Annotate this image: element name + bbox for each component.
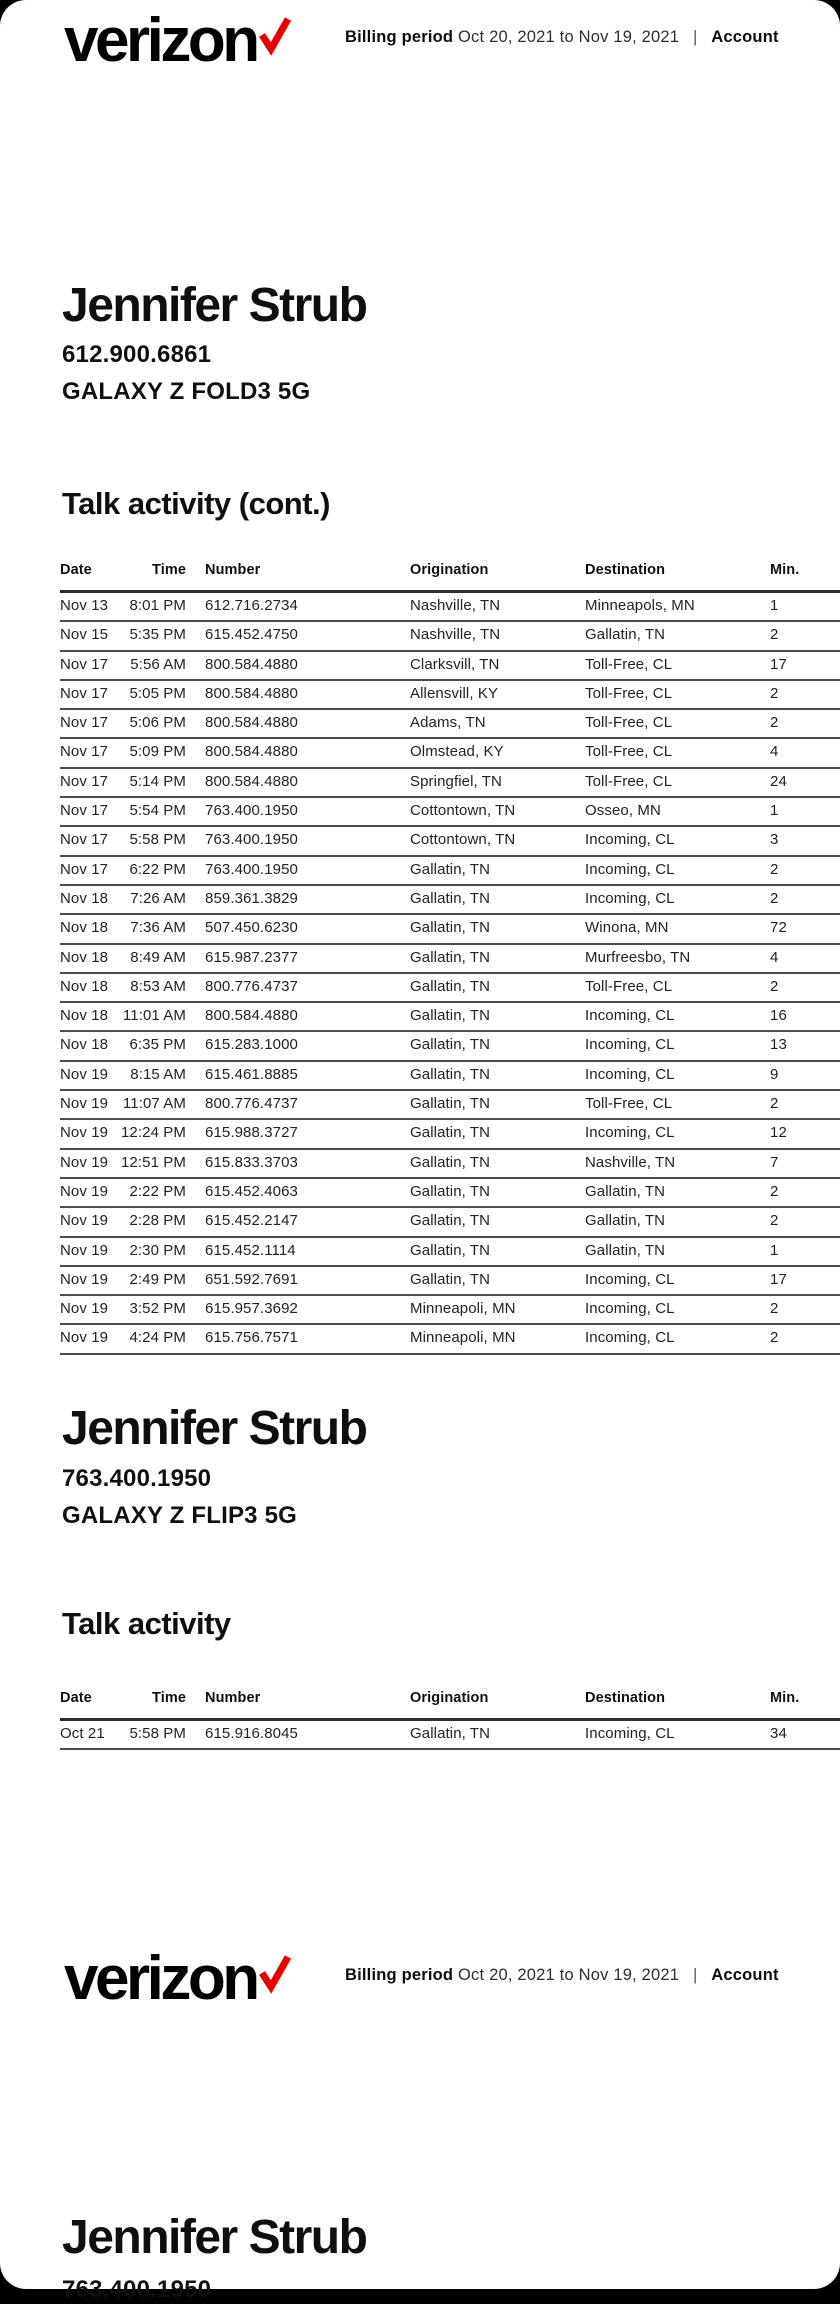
- cell-destination: Gallatin, TN: [585, 626, 666, 644]
- cell-date: Nov 18: [60, 1007, 109, 1025]
- cell-min: 2: [770, 1095, 779, 1113]
- col-header-origination: Origination: [410, 562, 489, 578]
- table-row: [60, 681, 840, 710]
- cell-time: 2:49 PM: [129, 1270, 186, 1288]
- cell-min: 3: [770, 831, 779, 849]
- table-row: [60, 857, 840, 886]
- cell-number: 615.987.2377: [205, 948, 298, 966]
- cell-origination: Gallatin, TN: [410, 860, 491, 878]
- cell-date: Nov 19: [60, 1300, 109, 1318]
- cell-destination: Incoming, CL: [585, 889, 675, 907]
- cell-number: 615.461.8885: [205, 1065, 298, 1083]
- cell-min: 2: [770, 684, 779, 702]
- cell-min: 16: [770, 1007, 787, 1025]
- cell-origination: Gallatin, TN: [410, 1095, 491, 1113]
- verizon-check-icon: [259, 1938, 291, 1974]
- page-header: [0, 1946, 840, 2032]
- cell-min: 2: [770, 889, 779, 907]
- cell-min: 1: [770, 802, 779, 820]
- cell-destination: Toll-Free, CL: [585, 977, 673, 995]
- cell-destination: Incoming, CL: [585, 831, 675, 849]
- cell-destination: Winona, MN: [585, 919, 669, 937]
- cell-date: Nov 18: [60, 948, 109, 966]
- cell-destination: Nashville, TN: [585, 1153, 676, 1171]
- cell-destination: Incoming, CL: [585, 1270, 675, 1288]
- cell-origination: Gallatin, TN: [410, 1007, 491, 1025]
- cell-min: 1: [770, 597, 779, 614]
- cell-number: 615.283.1000: [205, 1036, 298, 1054]
- billing-period-range: Oct 20, 2021 to Nov 19, 2021: [458, 28, 680, 46]
- table-row: [60, 974, 840, 1003]
- table-row: [60, 1238, 840, 1267]
- cell-date: Nov 17: [60, 655, 109, 673]
- table-row: [60, 769, 840, 798]
- verizon-logo: [64, 8, 257, 73]
- cell-time: 6:22 PM: [129, 860, 186, 878]
- cell-origination: Adams, TN: [410, 714, 486, 732]
- cell-min: 24: [770, 772, 787, 790]
- cell-origination: Cottontown, TN: [410, 831, 516, 849]
- table-header-row: [60, 1686, 840, 1721]
- cell-number: 800.776.4737: [205, 977, 298, 995]
- cell-origination: Minneapoli, MN: [410, 1329, 516, 1347]
- cell-time: 8:15 AM: [130, 1065, 186, 1083]
- cell-min: 2: [770, 626, 779, 644]
- billing-period-line: [345, 1966, 779, 1985]
- cell-min: 4: [770, 948, 779, 966]
- billing-period-label: Billing period: [345, 1966, 454, 1984]
- cell-min: 2: [770, 1212, 779, 1230]
- talk-activity-table: [60, 1686, 840, 1750]
- phone-number: 763.400.1950: [62, 1465, 212, 1492]
- subscriber-name: Jennifer Strub: [62, 279, 367, 332]
- table-row: [60, 739, 840, 768]
- cell-time: 11:07 AM: [122, 1095, 186, 1113]
- cell-date: Nov 19: [60, 1182, 109, 1200]
- talk-activity-table: [60, 558, 840, 1355]
- table-row: [60, 1325, 840, 1354]
- table-row: [60, 1150, 840, 1179]
- cell-min: 2: [770, 860, 779, 878]
- cell-destination: Osseo, MN: [585, 802, 661, 820]
- cell-date: Nov 17: [60, 802, 109, 820]
- cell-date: Nov 17: [60, 860, 109, 878]
- cell-number: 800.776.4737: [205, 1095, 298, 1113]
- cell-time: 12:24 PM: [120, 1124, 186, 1142]
- cell-number: 615.756.7571: [205, 1329, 298, 1347]
- cell-origination: Minneapoli, MN: [410, 1300, 516, 1318]
- cell-number: 800.584.4880: [205, 1007, 298, 1025]
- cell-date: Nov 17: [60, 772, 109, 790]
- cell-destination: Incoming, CL: [585, 1300, 675, 1318]
- cell-time: 5:06 PM: [129, 714, 186, 732]
- cell-number: 615.833.3703: [205, 1153, 298, 1171]
- col-header-destination: Destination: [585, 1690, 666, 1706]
- account-label: Account: [711, 1966, 779, 1984]
- verizon-logo-text: verizon: [64, 1944, 257, 2013]
- cell-destination: Incoming, CL: [585, 1124, 675, 1142]
- col-header-time: Time: [152, 562, 186, 578]
- col-header-origination: Origination: [410, 1690, 489, 1706]
- table-row: [60, 1179, 840, 1208]
- cell-number: 763.400.1950: [205, 802, 298, 820]
- cell-min: 13: [770, 1036, 787, 1054]
- cell-origination: Allensvill, KY: [410, 684, 499, 702]
- device-name: GALAXY Z FLIP3 5G: [62, 1502, 297, 1529]
- cell-number: 800.584.4880: [205, 743, 298, 761]
- account-label: Account: [711, 28, 779, 46]
- subscriber-name: Jennifer Strub: [62, 1402, 367, 1455]
- cell-destination: Toll-Free, CL: [585, 684, 673, 702]
- cell-min: 12: [770, 1124, 787, 1142]
- cell-time: 8:49 AM: [130, 948, 186, 966]
- cell-destination: Gallatin, TN: [585, 1212, 666, 1230]
- billing-period-line: [345, 28, 779, 47]
- cell-origination: Gallatin, TN: [410, 919, 491, 937]
- cell-origination: Gallatin, TN: [410, 1153, 491, 1171]
- cell-origination: Gallatin, TN: [410, 889, 491, 907]
- col-header-min: Min.: [770, 1690, 800, 1706]
- cell-origination: Gallatin, TN: [410, 1182, 491, 1200]
- cell-min: 4: [770, 743, 779, 761]
- cell-destination: Incoming, CL: [585, 1329, 675, 1347]
- cell-number: 800.584.4880: [205, 714, 298, 732]
- device-name: GALAXY Z FOLD3 5G: [62, 378, 311, 405]
- verizon-check-icon: [259, 0, 291, 36]
- cell-destination: Incoming, CL: [585, 1007, 675, 1025]
- cell-number: 615.452.4063: [205, 1182, 298, 1200]
- cell-destination: Toll-Free, CL: [585, 743, 673, 761]
- cell-destination: Incoming, CL: [585, 860, 675, 878]
- cell-date: Nov 19: [60, 1153, 109, 1171]
- col-header-min: Min.: [770, 562, 800, 578]
- cell-origination: Clarksvill, TN: [410, 655, 500, 673]
- talk-activity-title: Talk activity: [62, 1606, 231, 1641]
- cell-number: 615.957.3692: [205, 1300, 298, 1318]
- cell-date: Nov 18: [60, 889, 109, 907]
- cell-date: Nov 19: [60, 1124, 109, 1142]
- table-row: [60, 593, 840, 622]
- col-header-destination: Destination: [585, 562, 666, 578]
- cell-origination: Nashville, TN: [410, 626, 501, 644]
- cell-time: 3:52 PM: [129, 1300, 186, 1318]
- cell-time: 5:05 PM: [129, 684, 186, 702]
- billing-period-label: Billing period: [345, 28, 454, 46]
- cell-time: 8:01 PM: [129, 597, 186, 614]
- table-row: [60, 1091, 840, 1120]
- billing-divider: |: [692, 1966, 698, 1984]
- cell-number: 651.592.7691: [205, 1270, 298, 1288]
- cell-date: Nov 17: [60, 714, 109, 732]
- col-header-time: Time: [152, 1690, 186, 1706]
- table-row: [60, 1062, 840, 1091]
- cell-date: Nov 19: [60, 1329, 109, 1347]
- verizon-logo: [64, 1946, 257, 2011]
- verizon-logo-text: verizon: [64, 6, 257, 75]
- cell-number: 615.452.2147: [205, 1212, 298, 1230]
- cell-destination: Incoming, CL: [585, 1036, 675, 1054]
- table-row: [60, 1296, 840, 1325]
- cell-origination: Gallatin, TN: [410, 1212, 491, 1230]
- table-header-row: [60, 558, 840, 593]
- cell-time: 5:54 PM: [129, 802, 186, 820]
- subscriber-name: Jennifer Strub: [62, 2211, 367, 2264]
- cell-origination: Gallatin, TN: [410, 977, 491, 995]
- cell-min: 17: [770, 655, 787, 673]
- cell-origination: Nashville, TN: [410, 597, 501, 614]
- table-row: [60, 798, 840, 827]
- talk-activity-title: Talk activity (cont.): [62, 486, 330, 521]
- cell-min: 9: [770, 1065, 779, 1083]
- cell-min: 2: [770, 714, 779, 732]
- cell-number: 859.361.3829: [205, 889, 298, 907]
- cell-date: Nov 18: [60, 977, 109, 995]
- cell-min: 2: [770, 977, 779, 995]
- cell-date: Nov 18: [60, 919, 109, 937]
- cell-time: 2:30 PM: [129, 1241, 186, 1259]
- cell-origination: Gallatin, TN: [410, 948, 491, 966]
- cell-date: Nov 18: [60, 1036, 109, 1054]
- cell-time: 5:58 PM: [129, 1725, 186, 1742]
- cell-min: 2: [770, 1329, 779, 1347]
- cell-time: 5:14 PM: [129, 772, 186, 790]
- billing-divider: |: [692, 28, 698, 46]
- cell-number: 615.988.3727: [205, 1124, 298, 1142]
- cell-time: 12:51 PM: [120, 1153, 186, 1171]
- cell-destination: Incoming, CL: [585, 1725, 675, 1742]
- billing-period-range: Oct 20, 2021 to Nov 19, 2021: [458, 1966, 680, 1984]
- table-row: [60, 622, 840, 651]
- cell-origination: Gallatin, TN: [410, 1065, 491, 1083]
- cell-min: 7: [770, 1153, 779, 1171]
- table-row: [60, 1032, 840, 1061]
- cell-time: 5:56 AM: [130, 655, 186, 673]
- table-row: [60, 827, 840, 856]
- col-header-date: Date: [60, 1690, 92, 1706]
- cell-min: 17: [770, 1270, 787, 1288]
- cell-destination: Toll-Free, CL: [585, 714, 673, 732]
- table-row: [60, 1003, 840, 1032]
- cell-date: Nov 17: [60, 743, 109, 761]
- cell-time: 5:35 PM: [129, 626, 186, 644]
- cell-number: 615.452.4750: [205, 626, 298, 644]
- cell-origination: Gallatin, TN: [410, 1241, 491, 1259]
- cell-origination: Cottontown, TN: [410, 802, 516, 820]
- phone-number: 612.900.6861: [62, 341, 212, 368]
- cell-origination: Gallatin, TN: [410, 1725, 491, 1742]
- col-header-date: Date: [60, 562, 92, 578]
- cell-number: 507.450.6230: [205, 919, 298, 937]
- cell-date: Nov 19: [60, 1212, 109, 1230]
- table-row: [60, 1120, 840, 1149]
- cell-number: 615.916.8045: [205, 1725, 298, 1742]
- table-row: [60, 1267, 840, 1296]
- cell-destination: Murfreesbo, TN: [585, 948, 691, 966]
- cell-time: 8:53 AM: [130, 977, 186, 995]
- cell-number: 800.584.4880: [205, 684, 298, 702]
- cell-origination: Springfiel, TN: [410, 772, 502, 790]
- cell-time: 6:35 PM: [129, 1036, 186, 1054]
- table-row: [60, 915, 840, 944]
- cell-time: 7:36 AM: [130, 919, 186, 937]
- cell-date: Nov 17: [60, 684, 109, 702]
- cell-time: 5:09 PM: [129, 743, 186, 761]
- table-row: [60, 652, 840, 681]
- table-row: [60, 945, 840, 974]
- col-header-number: Number: [205, 1690, 261, 1706]
- cell-min: 2: [770, 1300, 779, 1318]
- cell-date: Nov 17: [60, 831, 109, 849]
- phone-number: 763.400.1950: [62, 2276, 212, 2303]
- cell-destination: Minneapols, MN: [585, 597, 695, 614]
- table-row: [60, 710, 840, 739]
- cell-min: 2: [770, 1182, 779, 1200]
- cell-origination: Gallatin, TN: [410, 1124, 491, 1142]
- cell-time: 2:28 PM: [129, 1212, 186, 1230]
- cell-number: 800.584.4880: [205, 655, 298, 673]
- cell-date: Nov 13: [60, 597, 109, 614]
- cell-number: 800.584.4880: [205, 772, 298, 790]
- col-header-number: Number: [205, 562, 261, 578]
- cell-origination: Olmstead, KY: [410, 743, 504, 761]
- cell-date: Nov 19: [60, 1270, 109, 1288]
- cell-min: 1: [770, 1241, 779, 1259]
- cell-destination: Incoming, CL: [585, 1065, 675, 1083]
- cell-time: 5:58 PM: [129, 831, 186, 849]
- cell-min: 72: [770, 919, 787, 937]
- cell-date: Nov 15: [60, 626, 109, 644]
- cell-number: 612.716.2734: [205, 597, 298, 614]
- cell-origination: Gallatin, TN: [410, 1036, 491, 1054]
- cell-time: 2:22 PM: [129, 1182, 186, 1200]
- cell-destination: Gallatin, TN: [585, 1241, 666, 1259]
- cell-date: Nov 19: [60, 1241, 109, 1259]
- table-row: [60, 1721, 840, 1750]
- table-row: [60, 1208, 840, 1237]
- cell-destination: Gallatin, TN: [585, 1182, 666, 1200]
- cell-number: 615.452.1114: [205, 1241, 296, 1259]
- cell-date: Nov 19: [60, 1065, 109, 1083]
- cell-number: 763.400.1950: [205, 860, 298, 878]
- cell-destination: Toll-Free, CL: [585, 655, 673, 673]
- table-row: [60, 886, 840, 915]
- page-header: [0, 8, 840, 94]
- cell-min: 34: [770, 1725, 787, 1742]
- cell-destination: Toll-Free, CL: [585, 772, 673, 790]
- cell-time: 11:01 AM: [122, 1007, 186, 1025]
- cell-date: Nov 19: [60, 1095, 109, 1113]
- cell-origination: Gallatin, TN: [410, 1270, 491, 1288]
- cell-time: 4:24 PM: [129, 1329, 186, 1347]
- cell-time: 7:26 AM: [130, 889, 186, 907]
- cell-destination: Toll-Free, CL: [585, 1095, 673, 1113]
- cell-date: Oct 21: [60, 1725, 105, 1742]
- cell-number: 763.400.1950: [205, 831, 298, 849]
